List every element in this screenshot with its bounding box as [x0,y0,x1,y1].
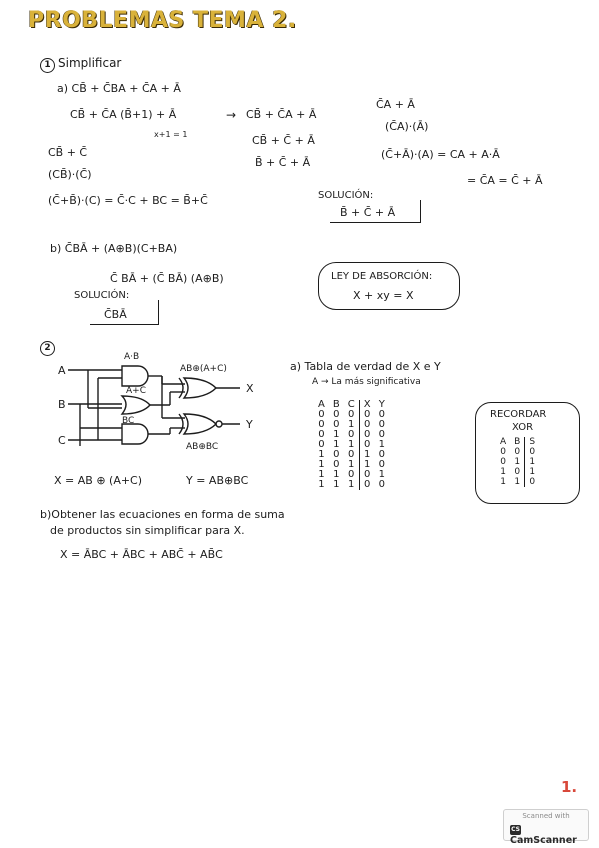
truth-cell: 0 [359,440,374,450]
s1a-sol-label: SOLUCIÓN: [318,190,374,201]
gate-apc-label: A+C [126,386,146,396]
truth-cell: 0 [333,459,340,470]
truth-cell: 0 [359,420,374,430]
truth-table [314,400,389,490]
truth-cell: 1 [378,469,385,480]
truth-cell: 0 [333,409,340,420]
gate-bc-label: BC [122,416,135,426]
ley-title: LEY DE ABSORCIÓN: [331,271,433,282]
truth-cell: 0 [378,429,385,440]
s1a-side1-mid: (C̄A)·(Ā) [385,120,429,133]
camscanner-logo-icon: CS [511,825,520,833]
section1-number: 1 [40,58,55,73]
s2b-eq: X = ĀBC + ĀBC + ABC̄ + AB̄C [60,548,223,561]
input-c-label: C [58,434,66,447]
recordar-title: RECORDAR [490,409,547,420]
xor-y-label: AB⊕BC [186,442,219,452]
truth-cell: 1 [348,479,355,490]
truth-cell: 1 [318,469,325,480]
page-number: 1. [561,778,578,796]
truth-cell: 1 [318,459,325,470]
camscanner-watermark [503,809,589,846]
s1b-line [50,242,177,255]
recordar-sub: XOR [512,422,534,433]
xor-header-cell: S [525,437,539,447]
truth-header-cell: B [332,399,340,410]
xor-cell: 1 [500,467,506,477]
s1a-sol: B̄ + C̄ + Ā [340,206,396,219]
s1a-step4: B̄ + C̄ + Ā [255,156,311,169]
xor-table [496,437,539,487]
s2a-text: Tabla de verdad de X e Y [304,360,441,373]
truth-cell: 0 [348,449,355,460]
truth-cell: 1 [348,459,355,470]
s1b-sol-label: SOLUCIÓN: [74,290,130,301]
truth-cell: 1 [333,469,340,480]
truth-header-cell: A [318,399,325,410]
s1b-label: b) [50,242,62,255]
s1a-sol-box [330,200,421,223]
xor-cell: 0 [525,447,539,457]
truth-header-cell: X [359,400,374,410]
xor-cell: 0 [525,477,539,487]
s1a-line [57,82,181,95]
xor-cell: 1 [514,477,521,487]
truth-header-cell: Y [378,399,385,410]
s2a-sub: A → La más significativa [312,377,421,387]
s1a-side2-bot: (C̄+B̄)·(C) = C̄·C + BC = B̄+C̄ [48,194,208,207]
table-row [314,480,389,490]
xor-x-label: AB⊕(A+C) [180,364,227,374]
truth-cell: 0 [333,419,340,430]
s1a-side2-top: CB̄ + C̄ [48,146,88,159]
truth-cell: 1 [318,449,325,460]
truth-cell: 0 [333,449,340,460]
s2b-label: b) [40,508,52,521]
truth-cell: 0 [348,409,355,420]
s2a-line [290,360,441,373]
truth-cell: 0 [359,410,374,420]
s1a-step3: CB̄ + C̄ + Ā [252,134,315,147]
truth-header-cell: C [347,399,355,410]
xor-cell: 0 [500,447,506,457]
truth-cell: 0 [359,470,374,480]
s2b-line1 [40,508,285,521]
eq-y: Y = AB⊕BC [186,474,249,487]
truth-cell: 1 [318,479,325,490]
truth-cell: 0 [318,439,325,450]
truth-cell: 0 [378,449,385,460]
arrow-icon: → [226,108,237,122]
table-row [496,477,539,487]
truth-cell: 1 [348,419,355,430]
logic-circuit [50,348,280,460]
s1a-label: a) [57,82,69,95]
xor-cell: 0 [500,457,506,467]
output-y-label: Y [246,418,253,431]
scanner-big-text: CamScanner [510,835,577,846]
table-row [496,447,539,457]
absorption-law-box [318,262,460,310]
truth-cell: 1 [333,479,340,490]
s1b-step1: C̄ BĀ + (C̄ BĀ) (A⊕B) [110,272,224,285]
page-title: PROBLEMAS TEMA 2. [28,8,297,33]
s2b-text1: Obtener las ecuaciones en forma de suma [51,508,285,521]
truth-cell: 0 [318,429,325,440]
eq-x: X = AB ⊕ (A+C) [54,474,143,487]
xor-cell: 0 [514,467,521,477]
input-b-label: B [58,398,66,411]
xor-cell: 0 [514,447,521,457]
truth-cell: 0 [348,429,355,440]
xor-reminder-box [475,402,580,504]
truth-cell: 1 [359,450,374,460]
table-row [496,457,539,467]
truth-cell: 0 [359,480,374,490]
truth-cell: 0 [348,469,355,480]
truth-cell: 0 [318,419,325,430]
s1b-sol: C̄BĀ [104,308,127,321]
xor-cell: 1 [525,467,539,477]
s1b-expr: C̄BĀ + (A⊕B)(C+BA) [64,242,178,255]
s1a-side1-bot: (C̄+Ā)·(A) = CA + A·Ā [381,148,500,161]
gate-ab-label: A·B [124,352,140,362]
truth-cell: 1 [378,439,385,450]
truth-cell: 0 [378,409,385,420]
output-x-label: X [246,382,254,395]
s1a-side1-top: C̄A + Ā [376,98,415,111]
table-row [496,467,539,477]
section1-heading: Simplificar [58,56,122,70]
truth-cell: 1 [348,439,355,450]
truth-cell: 0 [378,419,385,430]
truth-cell: 1 [333,429,340,440]
truth-cell: 0 [378,459,385,470]
scanner-brand [510,824,588,846]
truth-cell: 0 [378,479,385,490]
s1a-expr: CB̄ + C̄BA + C̄A + Ā [71,82,181,95]
ley-formula: X + xy = X [353,289,414,302]
s1a-step2: CB̄ + C̄A + Ā [246,108,317,121]
xor-header-cell: B [514,437,521,447]
input-a-label: A [58,364,66,377]
xor-cell: 1 [525,457,539,467]
section2-number: 2 [40,341,55,356]
s1a-side1-end: = C̄A = C̄ + Ā [467,174,543,187]
truth-cell: 1 [333,439,340,450]
xor-table-header [496,437,539,447]
s1b-sol-box [90,300,159,325]
s2b-text2: de productos sin simplificar para X. [50,524,245,537]
truth-cell: 1 [359,460,374,470]
xor-cell: 1 [514,457,521,467]
s1a-step1-note: x+1 = 1 [154,130,188,139]
xor-header-cell: A [500,437,507,447]
s1a-step1: CB̄ + C̄A (B̄+1) + Ā [70,108,177,121]
s2a-label: a) [290,360,302,373]
s1a-side2-mid: (CB̄)·(C̄) [48,168,92,181]
truth-cell: 0 [318,409,325,420]
xor-cell: 1 [500,477,506,487]
scanner-small-text: Scanned with [522,812,570,820]
section1-header [40,56,121,73]
truth-cell: 0 [359,430,374,440]
